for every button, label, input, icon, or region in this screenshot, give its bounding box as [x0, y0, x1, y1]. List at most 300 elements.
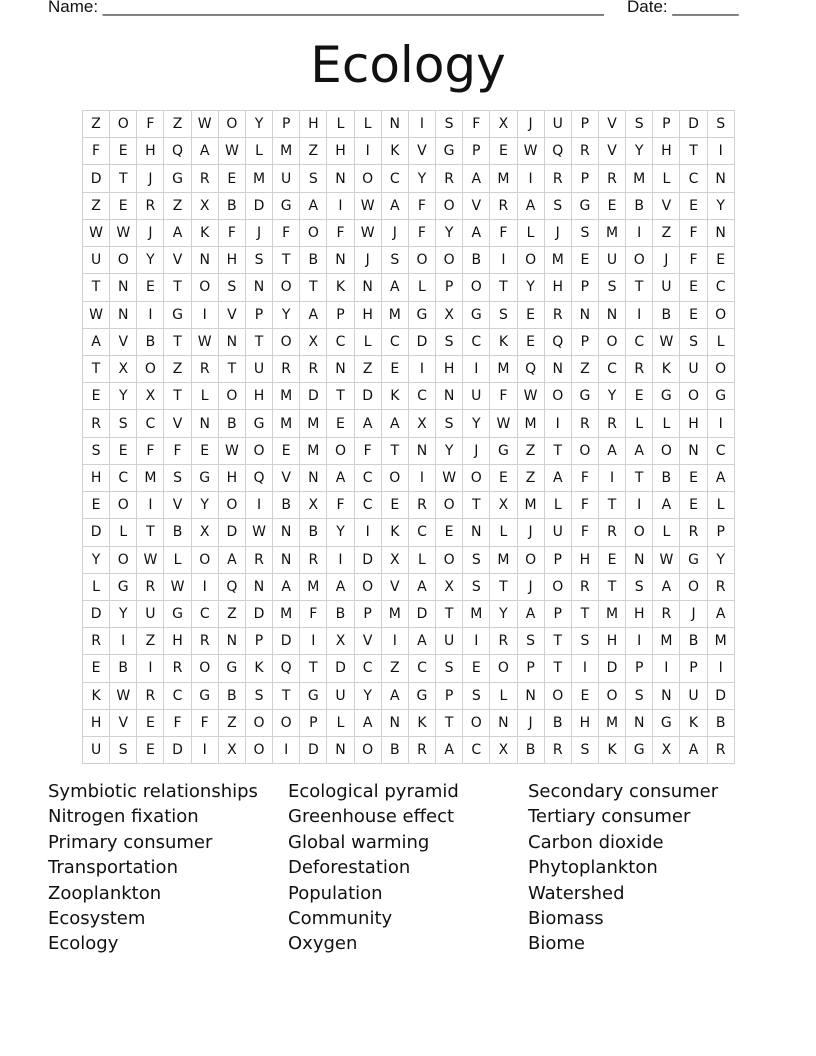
- grid-cell: H: [137, 138, 164, 165]
- grid-cell: A: [381, 192, 408, 219]
- grid-cell: T: [164, 274, 191, 301]
- grid-cell: T: [327, 383, 354, 410]
- grid-cell: A: [327, 464, 354, 491]
- grid-cell: G: [218, 655, 245, 682]
- grid-cell: O: [218, 111, 245, 138]
- grid-cell: M: [598, 219, 625, 246]
- grid-cell: T: [218, 355, 245, 382]
- grid-cell: F: [354, 437, 381, 464]
- grid-cell: G: [680, 546, 707, 573]
- grid-cell: Z: [83, 111, 110, 138]
- grid-cell: Z: [571, 355, 598, 382]
- grid-cell: E: [83, 383, 110, 410]
- grid-cell: A: [164, 219, 191, 246]
- grid-cell: V: [598, 138, 625, 165]
- grid-cell: Q: [544, 328, 571, 355]
- grid-cell: M: [490, 546, 517, 573]
- grid-cell: K: [490, 328, 517, 355]
- grid-cell: E: [273, 437, 300, 464]
- grid-cell: L: [707, 328, 734, 355]
- grid-cell: E: [680, 301, 707, 328]
- grid-cell: I: [245, 492, 272, 519]
- grid-cell: Q: [245, 464, 272, 491]
- grid-row: [83, 247, 735, 274]
- grid-cell: S: [436, 410, 463, 437]
- grid-cell: L: [517, 219, 544, 246]
- grid-cell: N: [626, 546, 653, 573]
- grid-cell: K: [408, 709, 435, 736]
- grid-cell: L: [354, 111, 381, 138]
- grid-cell: R: [707, 573, 734, 600]
- grid-cell: T: [598, 492, 625, 519]
- grid-cell: U: [327, 682, 354, 709]
- grid-cell: G: [707, 383, 734, 410]
- grid-cell: O: [191, 655, 218, 682]
- grid-cell: E: [463, 655, 490, 682]
- grid-cell: V: [164, 247, 191, 274]
- grid-cell: Z: [218, 600, 245, 627]
- grid-cell: I: [490, 247, 517, 274]
- grid-cell: A: [300, 192, 327, 219]
- grid-cell: S: [164, 464, 191, 491]
- grid-cell: O: [110, 546, 137, 573]
- grid-cell: U: [544, 111, 571, 138]
- grid-cell: H: [218, 247, 245, 274]
- grid-cell: O: [110, 111, 137, 138]
- grid-cell: M: [273, 410, 300, 437]
- grid-cell: A: [327, 573, 354, 600]
- grid-cell: M: [300, 437, 327, 464]
- grid-cell: Y: [110, 383, 137, 410]
- grid-cell: X: [327, 628, 354, 655]
- grid-cell: T: [164, 328, 191, 355]
- grid-cell: I: [137, 655, 164, 682]
- grid-cell: D: [408, 328, 435, 355]
- grid-cell: O: [436, 492, 463, 519]
- grid-cell: R: [191, 165, 218, 192]
- grid-cell: P: [300, 709, 327, 736]
- grid-cell: A: [463, 165, 490, 192]
- grid-cell: D: [83, 519, 110, 546]
- grid-cell: B: [273, 492, 300, 519]
- grid-cell: E: [218, 165, 245, 192]
- grid-cell: W: [245, 519, 272, 546]
- grid-cell: B: [218, 682, 245, 709]
- grid-cell: D: [164, 737, 191, 764]
- grid-cell: C: [463, 328, 490, 355]
- grid-cell: L: [707, 492, 734, 519]
- grid-cell: P: [680, 655, 707, 682]
- grid-row: [83, 519, 735, 546]
- grid-cell: K: [653, 355, 680, 382]
- grid-cell: O: [626, 247, 653, 274]
- grid-cell: P: [707, 519, 734, 546]
- grid-cell: R: [245, 546, 272, 573]
- grid-cell: A: [544, 464, 571, 491]
- grid-cell: Z: [164, 111, 191, 138]
- grid-cell: L: [544, 492, 571, 519]
- grid-cell: Y: [273, 301, 300, 328]
- grid-cell: N: [571, 301, 598, 328]
- grid-cell: R: [83, 410, 110, 437]
- grid-cell: E: [436, 519, 463, 546]
- grid-cell: A: [408, 573, 435, 600]
- grid-cell: E: [517, 328, 544, 355]
- grid-cell: I: [273, 737, 300, 764]
- grid-cell: P: [245, 628, 272, 655]
- word-list-item: Ecology: [48, 933, 119, 955]
- grid-cell: A: [463, 219, 490, 246]
- grid-cell: G: [273, 192, 300, 219]
- grid-cell: T: [83, 274, 110, 301]
- grid-cell: E: [680, 274, 707, 301]
- grid-cell: M: [273, 383, 300, 410]
- grid-cell: O: [110, 492, 137, 519]
- grid-cell: I: [707, 410, 734, 437]
- grid-cell: F: [137, 437, 164, 464]
- grid-cell: G: [571, 383, 598, 410]
- grid-cell: A: [598, 437, 625, 464]
- grid-cell: I: [408, 111, 435, 138]
- grid-cell: I: [707, 655, 734, 682]
- grid-cell: N: [490, 709, 517, 736]
- grid-cell: O: [598, 682, 625, 709]
- grid-cell: O: [436, 546, 463, 573]
- grid-row: [83, 437, 735, 464]
- grid-cell: R: [626, 355, 653, 382]
- grid-cell: E: [571, 247, 598, 274]
- grid-cell: N: [354, 274, 381, 301]
- grid-cell: H: [680, 410, 707, 437]
- grid-cell: H: [245, 383, 272, 410]
- grid-cell: O: [544, 682, 571, 709]
- grid-cell: P: [436, 274, 463, 301]
- grid-cell: F: [300, 600, 327, 627]
- grid-cell: D: [245, 600, 272, 627]
- grid-cell: M: [381, 600, 408, 627]
- grid-cell: S: [571, 628, 598, 655]
- grid-cell: R: [191, 628, 218, 655]
- grid-cell: O: [191, 274, 218, 301]
- grid-cell: R: [544, 737, 571, 764]
- grid-cell: N: [191, 410, 218, 437]
- grid-cell: D: [273, 628, 300, 655]
- grid-cell: T: [273, 247, 300, 274]
- grid-row: [83, 573, 735, 600]
- grid-cell: C: [381, 165, 408, 192]
- grid-cell: L: [408, 546, 435, 573]
- grid-cell: W: [517, 138, 544, 165]
- grid-cell: Q: [218, 573, 245, 600]
- grid-cell: E: [517, 301, 544, 328]
- grid-cell: X: [436, 301, 463, 328]
- grid-cell: A: [653, 573, 680, 600]
- grid-cell: C: [381, 328, 408, 355]
- grid-cell: E: [83, 492, 110, 519]
- grid-cell: T: [571, 600, 598, 627]
- word-list-column: [528, 779, 768, 957]
- grid-cell: B: [327, 600, 354, 627]
- grid-cell: I: [626, 492, 653, 519]
- grid-cell: T: [680, 138, 707, 165]
- grid-cell: D: [83, 600, 110, 627]
- grid-cell: Z: [164, 192, 191, 219]
- grid-cell: C: [354, 464, 381, 491]
- grid-cell: O: [300, 219, 327, 246]
- grid-cell: B: [680, 628, 707, 655]
- grid-cell: S: [110, 737, 137, 764]
- grid-cell: S: [490, 301, 517, 328]
- grid-cell: X: [300, 492, 327, 519]
- word-list-item: Global warming: [288, 831, 430, 853]
- grid-cell: I: [381, 628, 408, 655]
- grid-cell: T: [626, 274, 653, 301]
- grid-cell: E: [137, 737, 164, 764]
- grid-cell: L: [191, 383, 218, 410]
- word-list-item: Oxygen: [288, 933, 358, 955]
- grid-cell: F: [408, 219, 435, 246]
- grid-cell: R: [490, 628, 517, 655]
- grid-cell: S: [571, 219, 598, 246]
- grid-cell: O: [218, 383, 245, 410]
- grid-cell: J: [517, 519, 544, 546]
- grid-cell: K: [680, 709, 707, 736]
- grid-cell: W: [137, 546, 164, 573]
- grid-cell: U: [680, 682, 707, 709]
- grid-cell: X: [191, 519, 218, 546]
- grid-cell: M: [653, 628, 680, 655]
- grid-cell: A: [436, 737, 463, 764]
- grid-cell: S: [517, 628, 544, 655]
- grid-cell: M: [598, 709, 625, 736]
- grid-cell: F: [137, 111, 164, 138]
- grid-cell: D: [680, 111, 707, 138]
- grid-cell: N: [273, 546, 300, 573]
- grid-cell: G: [408, 301, 435, 328]
- grid-cell: N: [327, 737, 354, 764]
- grid-cell: E: [490, 464, 517, 491]
- grid-cell: R: [164, 655, 191, 682]
- grid-cell: C: [408, 655, 435, 682]
- grid-cell: O: [626, 519, 653, 546]
- grid-cell: S: [680, 328, 707, 355]
- grid-cell: N: [327, 247, 354, 274]
- grid-cell: S: [571, 737, 598, 764]
- grid-cell: E: [110, 437, 137, 464]
- grid-cell: R: [598, 165, 625, 192]
- grid-cell: V: [354, 628, 381, 655]
- grid-cell: J: [544, 219, 571, 246]
- grid-cell: Y: [436, 437, 463, 464]
- grid-cell: T: [381, 437, 408, 464]
- grid-cell: T: [490, 573, 517, 600]
- grid-cell: P: [544, 600, 571, 627]
- grid-cell: N: [327, 165, 354, 192]
- grid-cell: G: [490, 437, 517, 464]
- grid-cell: I: [300, 628, 327, 655]
- grid-cell: W: [653, 328, 680, 355]
- grid-cell: O: [273, 328, 300, 355]
- grid-cell: X: [218, 737, 245, 764]
- grid-cell: W: [354, 219, 381, 246]
- grid-cell: O: [463, 464, 490, 491]
- grid-cell: W: [517, 383, 544, 410]
- grid-cell: U: [653, 274, 680, 301]
- grid-cell: B: [137, 328, 164, 355]
- grid-cell: Y: [463, 410, 490, 437]
- grid-cell: I: [544, 410, 571, 437]
- grid-cell: S: [626, 573, 653, 600]
- grid-cell: G: [653, 709, 680, 736]
- grid-cell: O: [110, 247, 137, 274]
- grid-cell: S: [598, 274, 625, 301]
- grid-cell: N: [381, 709, 408, 736]
- grid-cell: W: [191, 328, 218, 355]
- grid-cell: F: [164, 709, 191, 736]
- grid-cell: T: [544, 655, 571, 682]
- grid-cell: R: [408, 737, 435, 764]
- grid-row: [83, 709, 735, 736]
- grid-cell: C: [164, 682, 191, 709]
- grid-cell: Y: [327, 519, 354, 546]
- grid-row: [83, 219, 735, 246]
- grid-cell: Z: [164, 355, 191, 382]
- grid-cell: D: [354, 383, 381, 410]
- grid-cell: I: [408, 355, 435, 382]
- grid-cell: G: [436, 138, 463, 165]
- grid-row: [83, 628, 735, 655]
- grid-cell: O: [245, 437, 272, 464]
- grid-cell: M: [300, 573, 327, 600]
- grid-cell: R: [598, 410, 625, 437]
- grid-cell: T: [436, 600, 463, 627]
- grid-cell: M: [598, 600, 625, 627]
- grid-cell: Y: [517, 274, 544, 301]
- grid-cell: L: [490, 682, 517, 709]
- grid-cell: Z: [653, 219, 680, 246]
- grid-cell: G: [300, 682, 327, 709]
- grid-cell: L: [354, 328, 381, 355]
- grid-cell: I: [191, 737, 218, 764]
- grid-cell: P: [571, 274, 598, 301]
- grid-cell: O: [517, 247, 544, 274]
- grid-cell: H: [544, 274, 571, 301]
- grid-cell: E: [680, 464, 707, 491]
- grid-cell: R: [544, 165, 571, 192]
- grid-row: [83, 274, 735, 301]
- grid-cell: A: [354, 410, 381, 437]
- word-list-item: Greenhouse effect: [288, 806, 455, 828]
- grid-cell: S: [626, 682, 653, 709]
- word-list-item: Watershed: [528, 882, 625, 904]
- grid-cell: L: [408, 274, 435, 301]
- grid-cell: R: [408, 492, 435, 519]
- word-list-item: Symbiotic relationships: [48, 781, 258, 802]
- grid-cell: K: [327, 274, 354, 301]
- grid-cell: N: [707, 165, 734, 192]
- grid-cell: T: [544, 628, 571, 655]
- grid-cell: B: [300, 519, 327, 546]
- grid-cell: L: [653, 519, 680, 546]
- grid-cell: I: [626, 628, 653, 655]
- grid-cell: I: [327, 546, 354, 573]
- grid-cell: O: [354, 737, 381, 764]
- grid-cell: X: [110, 355, 137, 382]
- grid-cell: N: [707, 219, 734, 246]
- grid-cell: W: [218, 138, 245, 165]
- grid-cell: T: [273, 682, 300, 709]
- grid-cell: N: [626, 709, 653, 736]
- grid-cell: T: [300, 655, 327, 682]
- grid-cell: K: [381, 138, 408, 165]
- grid-cell: I: [137, 301, 164, 328]
- grid-cell: O: [707, 355, 734, 382]
- grid-cell: C: [707, 437, 734, 464]
- grid-cell: A: [707, 464, 734, 491]
- grid-cell: L: [110, 519, 137, 546]
- grid-cell: Y: [110, 600, 137, 627]
- grid-row: [83, 737, 735, 764]
- grid-cell: X: [490, 492, 517, 519]
- grid-cell: S: [245, 247, 272, 274]
- grid-cell: R: [191, 355, 218, 382]
- grid-cell: O: [490, 655, 517, 682]
- grid-cell: B: [300, 247, 327, 274]
- grid-cell: V: [273, 464, 300, 491]
- grid-cell: H: [571, 709, 598, 736]
- grid-cell: O: [517, 546, 544, 573]
- grid-cell: R: [137, 573, 164, 600]
- grid-cell: O: [408, 247, 435, 274]
- grid-cell: P: [436, 682, 463, 709]
- grid-cell: X: [490, 111, 517, 138]
- grid-cell: P: [653, 111, 680, 138]
- grid-cell: H: [83, 709, 110, 736]
- grid-cell: M: [517, 410, 544, 437]
- grid-cell: E: [598, 546, 625, 573]
- grid-cell: V: [463, 192, 490, 219]
- grid-cell: T: [544, 437, 571, 464]
- grid-cell: F: [571, 492, 598, 519]
- grid-cell: O: [707, 301, 734, 328]
- grid-cell: P: [273, 111, 300, 138]
- grid-cell: O: [463, 709, 490, 736]
- grid-cell: E: [110, 138, 137, 165]
- grid-cell: Y: [490, 600, 517, 627]
- grid-cell: N: [110, 274, 137, 301]
- grid-cell: B: [544, 709, 571, 736]
- grid-cell: L: [327, 111, 354, 138]
- grid-cell: U: [83, 737, 110, 764]
- grid-cell: Y: [408, 165, 435, 192]
- grid-cell: Z: [83, 192, 110, 219]
- grid-cell: O: [544, 383, 571, 410]
- grid-cell: N: [436, 383, 463, 410]
- grid-cell: S: [463, 573, 490, 600]
- grid-cell: S: [707, 111, 734, 138]
- grid-cell: C: [354, 492, 381, 519]
- grid-cell: D: [707, 682, 734, 709]
- grid-cell: C: [110, 464, 137, 491]
- grid-cell: M: [137, 464, 164, 491]
- grid-cell: Z: [381, 655, 408, 682]
- grid-cell: H: [327, 138, 354, 165]
- grid-cell: K: [598, 737, 625, 764]
- grid-cell: I: [110, 628, 137, 655]
- grid-cell: Y: [191, 492, 218, 519]
- grid-row: [83, 355, 735, 382]
- grid-cell: G: [110, 573, 137, 600]
